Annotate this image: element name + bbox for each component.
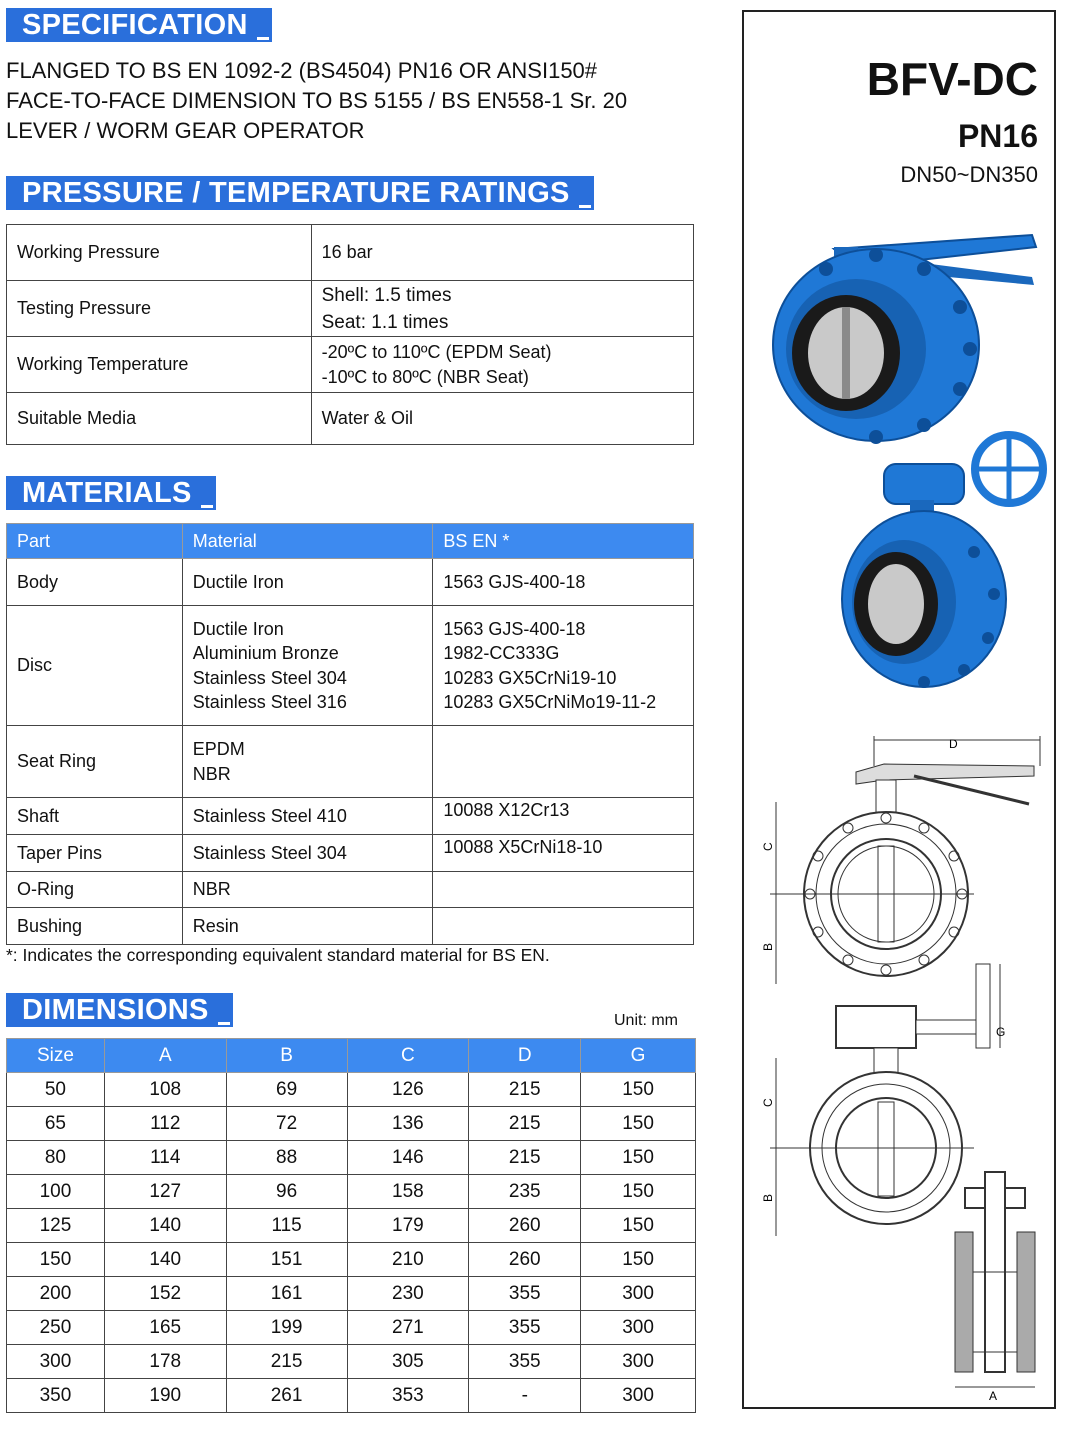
dimension-cell: 178: [104, 1345, 226, 1379]
material-cell: Stainless Steel 410: [182, 798, 433, 835]
dimension-cell: 230: [347, 1277, 469, 1311]
spec-line: LEVER / WORM GEAR OPERATOR: [6, 118, 365, 143]
dimension-cell: 108: [104, 1073, 226, 1107]
dimension-cell: 96: [226, 1175, 347, 1209]
dimension-cell: 150: [581, 1141, 696, 1175]
table-row: [7, 1243, 696, 1277]
material-cell: Resin: [182, 908, 433, 945]
dimension-cell: 150: [581, 1107, 696, 1141]
column-header: BS EN *: [433, 524, 694, 559]
dimension-cell: 300: [581, 1311, 696, 1345]
dim-label-b: B: [761, 942, 775, 951]
column-header: Size: [7, 1039, 105, 1073]
dimension-cell: 150: [581, 1243, 696, 1277]
dimension-cell: 200: [7, 1277, 105, 1311]
pressure-class: PN16: [957, 118, 1038, 154]
dimension-cell: 215: [469, 1141, 581, 1175]
dimension-cell: 199: [226, 1311, 347, 1345]
dimension-cell: 215: [226, 1345, 347, 1379]
table-row: [7, 1345, 696, 1379]
dimension-cell: 190: [104, 1379, 226, 1413]
dimension-cell: 250: [7, 1311, 105, 1345]
rating-value: Water & Oil: [311, 393, 693, 445]
materials-heading: MATERIALS: [6, 476, 216, 510]
rating-label: Suitable Media: [7, 393, 312, 445]
specification-lines: [6, 56, 627, 146]
part-cell: Taper Pins: [7, 835, 183, 872]
dimension-cell: -: [469, 1379, 581, 1413]
dimension-cell: 300: [581, 1277, 696, 1311]
dimensions-heading: DIMENSIONS: [6, 993, 233, 1027]
dimension-cell: 350: [7, 1379, 105, 1413]
dimension-cell: 260: [469, 1243, 581, 1277]
part-cell: Shaft: [7, 798, 183, 835]
table-row: [7, 337, 694, 393]
table-row: [7, 1209, 696, 1243]
material-cell: EPDM NBR: [182, 726, 433, 798]
bsen-cell: 10088 X12Cr13: [433, 798, 694, 835]
dimension-cell: 271: [347, 1311, 469, 1345]
bsen-cell: [433, 726, 694, 798]
dimension-cell: 305: [347, 1345, 469, 1379]
dimension-cell: 112: [104, 1107, 226, 1141]
dimension-cell: 69: [226, 1073, 347, 1107]
bsen-cell: 1563 GJS-400-18: [433, 559, 694, 606]
bsen-cell: 10088 X5CrNi18-10: [433, 835, 694, 872]
dimension-cell: 215: [469, 1073, 581, 1107]
column-header: G: [581, 1039, 696, 1073]
bsen-cell: [433, 872, 694, 908]
part-cell: Seat Ring: [7, 726, 183, 798]
dimension-cell: 300: [7, 1345, 105, 1379]
table-row: [7, 606, 694, 726]
dimension-cell: 151: [226, 1243, 347, 1277]
model-name: BFV-DC: [866, 53, 1038, 105]
dimensions-table: [6, 1038, 696, 1413]
dimension-cell: 152: [104, 1277, 226, 1311]
material-cell: Ductile Iron Aluminium Bronze Stainless Steel 304 Stainless Steel 316: [182, 606, 433, 726]
product-panel: [742, 10, 1056, 1409]
table-row: [7, 559, 694, 606]
table-row: [7, 1175, 696, 1209]
column-header: D: [469, 1039, 581, 1073]
dimension-cell: 355: [469, 1311, 581, 1345]
column-header: Material: [182, 524, 433, 559]
dimension-cell: 300: [581, 1379, 696, 1413]
table-row: [7, 872, 694, 908]
material-cell: Ductile Iron: [182, 559, 433, 606]
dimension-cell: 215: [469, 1107, 581, 1141]
table-row: [7, 1107, 696, 1141]
table-row: [7, 1311, 696, 1345]
table-row: [7, 835, 694, 872]
table-header-row: [7, 524, 694, 559]
dimension-cell: 114: [104, 1141, 226, 1175]
table-row: [7, 798, 694, 835]
dimension-cell: 355: [469, 1277, 581, 1311]
material-cell: NBR: [182, 872, 433, 908]
column-header: Part: [7, 524, 183, 559]
materials-footnote: *: Indicates the corresponding equivalent standard material for BS EN.: [6, 945, 550, 965]
column-header: A: [104, 1039, 226, 1073]
dimension-cell: 261: [226, 1379, 347, 1413]
dimension-cell: 146: [347, 1141, 469, 1175]
spec-line: FLANGED TO BS EN 1092-2 (BS4504) PN16 OR ANSI150#: [6, 58, 598, 83]
table-row: [7, 281, 694, 337]
dimension-cell: 50: [7, 1073, 105, 1107]
dimension-cell: 136: [347, 1107, 469, 1141]
column-header: C: [347, 1039, 469, 1073]
dimension-cell: 88: [226, 1141, 347, 1175]
specification-heading: SPECIFICATION: [6, 8, 272, 42]
dim-label-g: G: [996, 1025, 1006, 1039]
bsen-cell: 1563 GJS-400-18 1982-CC333G 10283 GX5CrNi19-10 10283 GX5CrNiMo19-11-2: [433, 606, 694, 726]
table-row: [7, 225, 694, 281]
dimension-cell: 150: [581, 1175, 696, 1209]
table-row: [7, 908, 694, 945]
dimension-cell: 150: [7, 1243, 105, 1277]
lever-valve-image: [764, 227, 1044, 447]
dimension-cell: 115: [226, 1209, 347, 1243]
table-row: [7, 1277, 696, 1311]
table-header-row: [7, 1039, 696, 1073]
rating-value: 16 bar: [311, 225, 693, 281]
dimension-cell: 72: [226, 1107, 347, 1141]
column-header: B: [226, 1039, 347, 1073]
part-cell: Body: [7, 559, 183, 606]
dimension-cell: 65: [7, 1107, 105, 1141]
dimension-cell: 140: [104, 1243, 226, 1277]
rating-label: Working Temperature: [7, 337, 312, 393]
section-drawing: [949, 1172, 1044, 1402]
dimension-cell: 100: [7, 1175, 105, 1209]
material-cell: Stainless Steel 304: [182, 835, 433, 872]
dimension-cell: 235: [469, 1175, 581, 1209]
part-cell: Bushing: [7, 908, 183, 945]
unit-label: Unit: mm: [614, 1012, 678, 1029]
dimension-cell: 210: [347, 1243, 469, 1277]
dimension-cell: 150: [581, 1073, 696, 1107]
lever-valve-drawing: [761, 736, 1054, 986]
dimension-cell: 161: [226, 1277, 347, 1311]
dimension-cell: 150: [581, 1209, 696, 1243]
dimension-cell: 125: [7, 1209, 105, 1243]
rating-label: Working Pressure: [7, 225, 312, 281]
dimension-cell: 127: [104, 1175, 226, 1209]
dim-label-c2: C: [761, 1098, 775, 1107]
ratings-heading: PRESSURE / TEMPERATURE RATINGS: [6, 176, 594, 210]
rating-value: Shell: 1.5 times Seat: 1.1 times: [311, 281, 693, 337]
dimension-cell: 165: [104, 1311, 226, 1345]
rating-value: -20ºC to 110ºC (EPDM Seat) -10ºC to 80ºC (NBR Seat): [311, 337, 693, 393]
table-row: [7, 1379, 696, 1413]
dimension-cell: 179: [347, 1209, 469, 1243]
dimension-cell: 158: [347, 1175, 469, 1209]
table-row: [7, 1141, 696, 1175]
dimension-cell: 80: [7, 1141, 105, 1175]
table-row: [7, 726, 694, 798]
part-cell: O-Ring: [7, 872, 183, 908]
dimension-cell: 140: [104, 1209, 226, 1243]
size-range: DN50~DN350: [900, 162, 1038, 187]
gear-valve-image: [824, 424, 1044, 689]
dimension-cell: 353: [347, 1379, 469, 1413]
dimension-cell: 260: [469, 1209, 581, 1243]
spec-line: FACE-TO-FACE DIMENSION TO BS 5155 / BS EN558-1 Sr. 20: [6, 88, 628, 113]
dim-label-b2: B: [761, 1193, 775, 1202]
ratings-table: [6, 224, 694, 445]
table-row: [7, 393, 694, 445]
dim-label-c: C: [761, 842, 775, 851]
dim-label-d: D: [949, 737, 958, 751]
rating-label: Testing Pressure: [7, 281, 312, 337]
dimension-cell: 300: [581, 1345, 696, 1379]
dimension-cell: 126: [347, 1073, 469, 1107]
part-cell: Disc: [7, 606, 183, 726]
dim-label-a: A: [989, 1389, 998, 1403]
materials-table: [6, 523, 694, 945]
bsen-cell: [433, 908, 694, 945]
dimension-cell: 355: [469, 1345, 581, 1379]
table-row: [7, 1073, 696, 1107]
